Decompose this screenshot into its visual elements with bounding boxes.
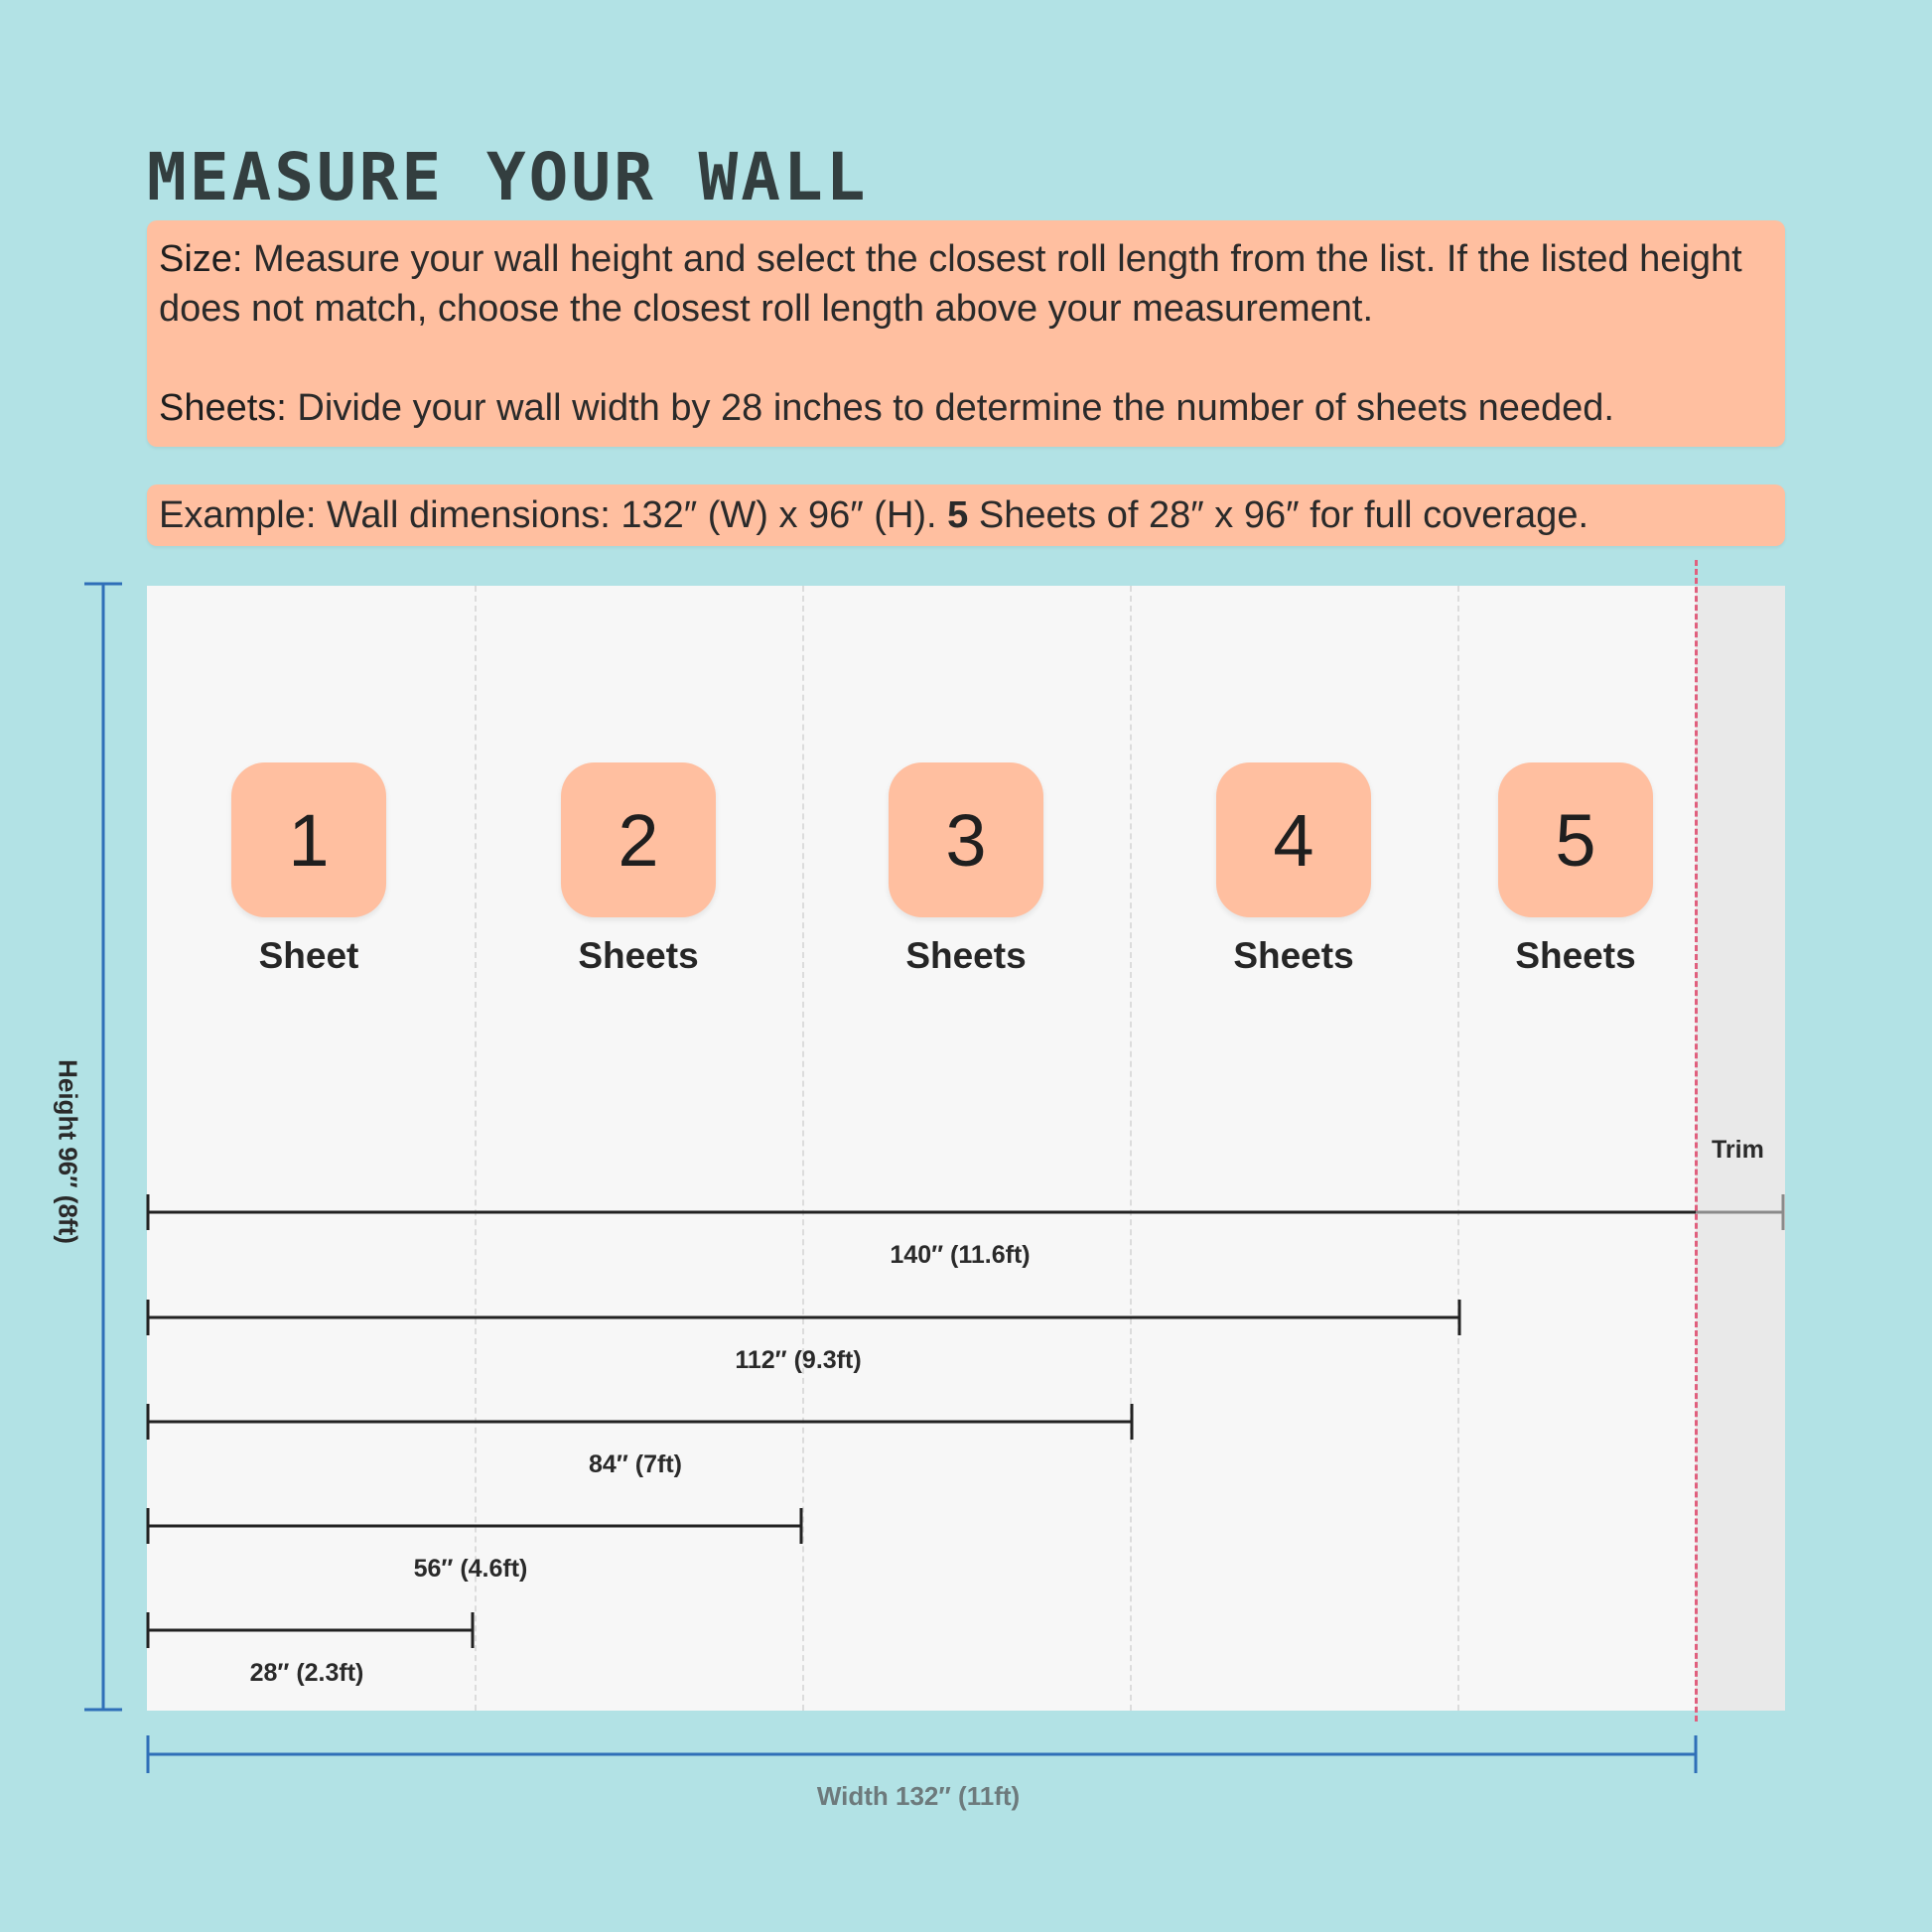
sheets-label: Sheets: — [159, 387, 287, 429]
height-label: Height 96″ (8ft) — [53, 1059, 83, 1244]
measure-label-56: 56″ (4.6ft) — [413, 1555, 528, 1583]
sheet-badge-4: 4 — [1216, 762, 1371, 917]
sheet-badge-5: 5 — [1498, 762, 1653, 917]
measure-line-28 — [148, 1612, 473, 1648]
sheet-badge-2: 2 — [561, 762, 716, 917]
sheet-label-3: Sheets — [905, 935, 1027, 976]
width-bracket — [148, 1735, 1696, 1773]
measure-label-84: 84″ (7ft) — [589, 1450, 682, 1478]
height-bracket — [84, 584, 122, 1710]
measure-label-28: 28″ (2.3ft) — [249, 1659, 364, 1687]
size-text: Measure your wall height and select the closest roll length from the list. If the listed height does not match, choose the closest roll length above your measurement. — [159, 238, 1742, 330]
page-title: MEASURE YOUR WALL — [147, 139, 869, 215]
size-label: Size: — [159, 238, 243, 280]
measure-label-140: 140″ (11.6ft) — [890, 1241, 1031, 1269]
example-suffix: Sheets of 28″ x 96″ for full coverage. — [968, 494, 1589, 536]
sheet-badge-3: 3 — [889, 762, 1043, 917]
example-prefix: Example: Wall dimensions: 132″ (W) x 96″ (H). — [159, 494, 948, 536]
measure-line-84 — [148, 1404, 1132, 1440]
measure-line-112 — [148, 1300, 1459, 1335]
example-count: 5 — [947, 494, 969, 536]
trim-label: Trim — [1712, 1136, 1764, 1164]
width-label: Width 132″ (11ft) — [816, 1781, 1021, 1811]
measure-label-112: 112″ (9.3ft) — [735, 1346, 862, 1374]
sheet-label-2: Sheets — [578, 935, 699, 976]
sheet-label-4: Sheets — [1233, 935, 1354, 976]
sheet-badge-1: 1 — [231, 762, 386, 917]
sheet-label-1: Sheet — [258, 935, 359, 976]
sheets-text: Divide your wall width by 28 inches to determine the number of sheets needed. — [286, 387, 1614, 429]
sheet-label-5: Sheets — [1515, 935, 1636, 976]
measure-line-56 — [148, 1508, 801, 1544]
measure-line-140 — [148, 1194, 1783, 1230]
